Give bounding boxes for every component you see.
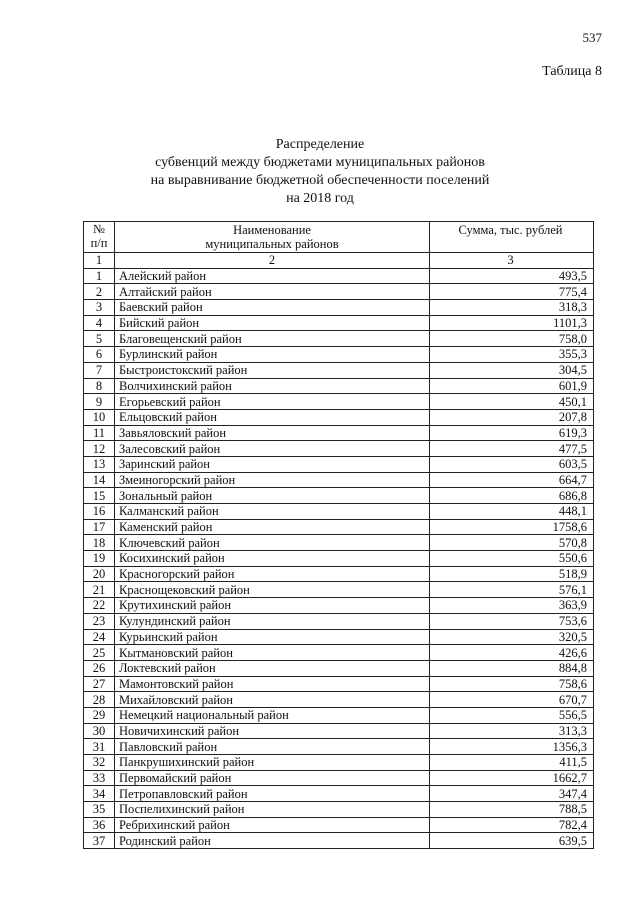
table-row — [84, 425, 594, 441]
column-numbers-row — [84, 253, 594, 269]
district-name-cell: Родинский район — [115, 833, 430, 849]
sum-cell: 411,5 — [430, 755, 594, 771]
district-name-cell: Первомайский район — [115, 770, 430, 786]
table-row — [84, 551, 594, 567]
table-row — [84, 456, 594, 472]
subsidy-table — [83, 221, 594, 849]
sum-cell: 753,6 — [430, 613, 594, 629]
header-name-line2: муниципальных районов — [205, 237, 339, 251]
heading-line: Распределение — [275, 137, 365, 152]
header-sum: Сумма, тыс. рублей — [430, 222, 594, 253]
district-name-cell: Благовещенский район — [115, 331, 430, 347]
sum-cell: 775,4 — [430, 284, 594, 300]
sum-cell: 619,3 — [430, 425, 594, 441]
table-row — [84, 755, 594, 771]
sum-cell: 550,6 — [430, 551, 594, 567]
row-number-cell: 21 — [84, 582, 115, 598]
sum-cell: 788,5 — [430, 802, 594, 818]
row-number-cell: 7 — [84, 362, 115, 378]
table-row — [84, 488, 594, 504]
heading-line: на выравнивание бюджетной обеспеченности поселений — [150, 173, 490, 188]
table-row — [84, 504, 594, 520]
table-row — [84, 629, 594, 645]
column-number-cell: 2 — [115, 253, 430, 269]
row-number-cell: 17 — [84, 519, 115, 535]
row-number-cell: 1 — [84, 268, 115, 284]
header-name-line1: Наименование — [233, 223, 311, 237]
sum-cell: 1662,7 — [430, 770, 594, 786]
row-number-cell: 10 — [84, 409, 115, 425]
table-row — [84, 802, 594, 818]
district-name-cell: Петропавловский район — [115, 786, 430, 802]
heading-line: на 2018 год — [286, 191, 354, 206]
district-name-cell: Ребрихинский район — [115, 817, 430, 833]
row-number-cell: 30 — [84, 723, 115, 739]
header-name — [115, 222, 430, 253]
column-number-cell: 3 — [430, 253, 594, 269]
district-name-cell: Быстроистокский район — [115, 362, 430, 378]
district-name-cell: Михайловский район — [115, 692, 430, 708]
district-name-cell: Кулундинский район — [115, 613, 430, 629]
header-number-line1: № — [93, 222, 105, 236]
table-row — [84, 770, 594, 786]
row-number-cell: 18 — [84, 535, 115, 551]
row-number-cell: 11 — [84, 425, 115, 441]
row-number-cell: 37 — [84, 833, 115, 849]
page-number: 537 — [582, 30, 602, 45]
district-name-cell: Поспелихинский район — [115, 802, 430, 818]
sum-cell: 355,3 — [430, 347, 594, 363]
table-row — [84, 284, 594, 300]
table-row — [84, 441, 594, 457]
sum-cell: 450,1 — [430, 394, 594, 410]
row-number-cell: 26 — [84, 660, 115, 676]
district-name-cell: Бийский район — [115, 315, 430, 331]
table-row — [84, 833, 594, 849]
sum-cell: 1101,3 — [430, 315, 594, 331]
district-name-cell: Панкрушихинский район — [115, 755, 430, 771]
header-number-line2: п/п — [90, 236, 108, 250]
district-name-cell: Немецкий национальный район — [115, 707, 430, 723]
row-number-cell: 25 — [84, 645, 115, 661]
table-body — [84, 253, 594, 849]
table-row — [84, 566, 594, 582]
sum-cell: 1758,6 — [430, 519, 594, 535]
row-number-cell: 27 — [84, 676, 115, 692]
table-row — [84, 268, 594, 284]
sum-cell: 304,5 — [430, 362, 594, 378]
table-row — [84, 817, 594, 833]
sum-cell: 570,8 — [430, 535, 594, 551]
sum-cell: 782,4 — [430, 817, 594, 833]
sum-cell: 313,3 — [430, 723, 594, 739]
district-name-cell: Волчихинский район — [115, 378, 430, 394]
row-number-cell: 29 — [84, 707, 115, 723]
district-name-cell: Залесовский район — [115, 441, 430, 457]
district-name-cell: Ключевский район — [115, 535, 430, 551]
table-row — [84, 347, 594, 363]
sum-cell: 664,7 — [430, 472, 594, 488]
row-number-cell: 15 — [84, 488, 115, 504]
table-row — [84, 582, 594, 598]
sum-cell: 477,5 — [430, 441, 594, 457]
row-number-cell: 20 — [84, 566, 115, 582]
table-row — [84, 535, 594, 551]
sum-cell: 320,5 — [430, 629, 594, 645]
row-number-cell: 3 — [84, 300, 115, 316]
column-number-cell: 1 — [84, 253, 115, 269]
row-number-cell: 34 — [84, 786, 115, 802]
row-number-cell: 33 — [84, 770, 115, 786]
table-row — [84, 598, 594, 614]
district-name-cell: Крутихинский район — [115, 598, 430, 614]
row-number-cell: 4 — [84, 315, 115, 331]
header-number — [84, 222, 115, 253]
row-number-cell: 32 — [84, 755, 115, 771]
table-row — [84, 613, 594, 629]
district-name-cell: Павловский район — [115, 739, 430, 755]
table-row — [84, 739, 594, 755]
sum-cell: 670,7 — [430, 692, 594, 708]
table-row — [84, 300, 594, 316]
table-row — [84, 676, 594, 692]
district-name-cell: Курьинский район — [115, 629, 430, 645]
table-row — [84, 362, 594, 378]
table-header-row — [84, 222, 594, 253]
district-name-cell: Красногорский район — [115, 566, 430, 582]
row-number-cell: 35 — [84, 802, 115, 818]
table-row — [84, 723, 594, 739]
table-row — [84, 692, 594, 708]
district-name-cell: Завьяловский район — [115, 425, 430, 441]
sum-cell: 758,6 — [430, 676, 594, 692]
row-number-cell: 5 — [84, 331, 115, 347]
district-name-cell: Краснощековский район — [115, 582, 430, 598]
district-name-cell: Егорьевский район — [115, 394, 430, 410]
district-name-cell: Зональный район — [115, 488, 430, 504]
row-number-cell: 2 — [84, 284, 115, 300]
sum-cell: 448,1 — [430, 504, 594, 520]
district-name-cell: Каменский район — [115, 519, 430, 535]
row-number-cell: 22 — [84, 598, 115, 614]
table-row — [84, 409, 594, 425]
sum-cell: 207,8 — [430, 409, 594, 425]
sum-cell: 318,3 — [430, 300, 594, 316]
table-row — [84, 378, 594, 394]
row-number-cell: 19 — [84, 551, 115, 567]
row-number-cell: 36 — [84, 817, 115, 833]
table-container — [83, 221, 594, 849]
row-number-cell: 14 — [84, 472, 115, 488]
table-row — [84, 660, 594, 676]
table-row — [84, 707, 594, 723]
sum-cell: 1356,3 — [430, 739, 594, 755]
district-name-cell: Мамонтовский район — [115, 676, 430, 692]
district-name-cell: Заринский район — [115, 456, 430, 472]
sum-cell: 493,5 — [430, 268, 594, 284]
table-row — [84, 331, 594, 347]
district-name-cell: Алтайский район — [115, 284, 430, 300]
table-row — [84, 786, 594, 802]
sum-cell: 884,8 — [430, 660, 594, 676]
row-number-cell: 6 — [84, 347, 115, 363]
district-name-cell: Новичихинский район — [115, 723, 430, 739]
row-number-cell: 9 — [84, 394, 115, 410]
sum-cell: 363,9 — [430, 598, 594, 614]
table-row — [84, 394, 594, 410]
sum-cell: 556,5 — [430, 707, 594, 723]
sum-cell: 347,4 — [430, 786, 594, 802]
table-row — [84, 519, 594, 535]
district-name-cell: Змеиногорский район — [115, 472, 430, 488]
row-number-cell: 16 — [84, 504, 115, 520]
district-name-cell: Косихинский район — [115, 551, 430, 567]
district-name-cell: Локтевский район — [115, 660, 430, 676]
row-number-cell: 31 — [84, 739, 115, 755]
row-number-cell: 8 — [84, 378, 115, 394]
row-number-cell: 24 — [84, 629, 115, 645]
sum-cell: 601,9 — [430, 378, 594, 394]
document-heading — [0, 136, 640, 208]
district-name-cell: Алейский район — [115, 268, 430, 284]
sum-cell: 576,1 — [430, 582, 594, 598]
heading-line: субвенций между бюджетами муниципальных районов — [155, 155, 485, 170]
sum-cell: 758,0 — [430, 331, 594, 347]
district-name-cell: Бурлинский район — [115, 347, 430, 363]
table-label: Таблица 8 — [542, 64, 602, 79]
district-name-cell: Баевский район — [115, 300, 430, 316]
district-name-cell: Ельцовский район — [115, 409, 430, 425]
sum-cell: 639,5 — [430, 833, 594, 849]
sum-cell: 686,8 — [430, 488, 594, 504]
row-number-cell: 12 — [84, 441, 115, 457]
row-number-cell: 13 — [84, 456, 115, 472]
table-row — [84, 315, 594, 331]
table-row — [84, 472, 594, 488]
row-number-cell: 23 — [84, 613, 115, 629]
district-name-cell: Калманский район — [115, 504, 430, 520]
table-row — [84, 645, 594, 661]
sum-cell: 426,6 — [430, 645, 594, 661]
district-name-cell: Кытмановский район — [115, 645, 430, 661]
sum-cell: 603,5 — [430, 456, 594, 472]
row-number-cell: 28 — [84, 692, 115, 708]
sum-cell: 518,9 — [430, 566, 594, 582]
